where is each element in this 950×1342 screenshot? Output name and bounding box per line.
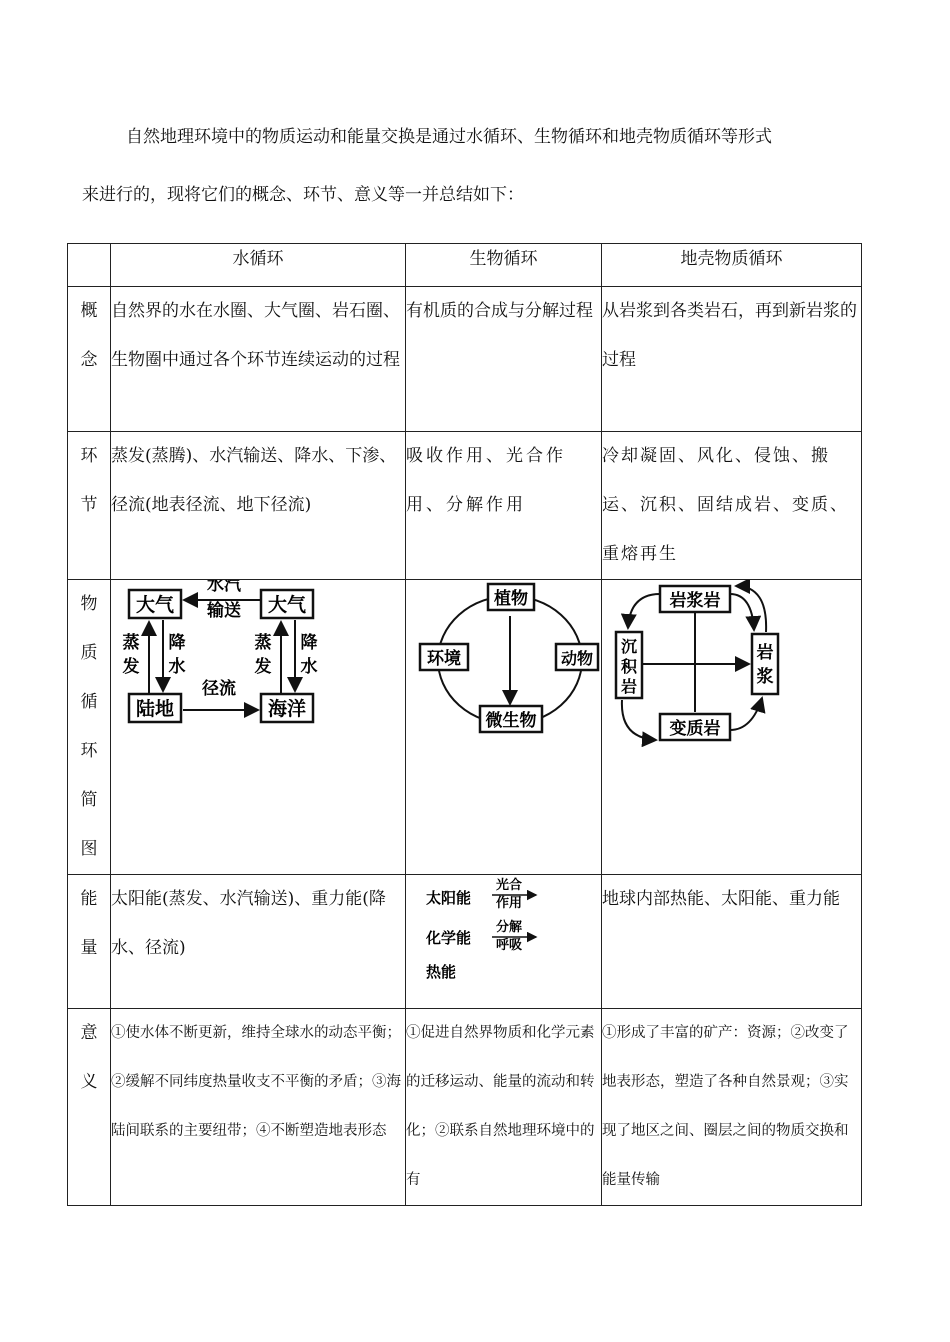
evap-right-1: 蒸 <box>254 633 272 653</box>
row-label-meaning: 意 义 <box>68 1009 111 1206</box>
energy-bio-svg <box>406 875 602 985</box>
rain-left-2: 水 <box>168 657 186 677</box>
energy-decomp-top: 分解 <box>496 920 523 935</box>
row-diagram <box>68 580 862 875</box>
meta-to-magma-arrow <box>730 698 762 730</box>
rain-right-2: 水 <box>300 657 318 677</box>
ocean-label: 海洋 <box>267 698 307 720</box>
atm-left-label: 大气 <box>135 594 175 616</box>
vapor-label-2: 输送 <box>207 601 241 621</box>
runoff-label: 径流 <box>202 679 236 699</box>
header-water-cycle: 水循环 <box>111 244 406 287</box>
meaning-bio: ①促进自然界物质和化学元素的迁移运动、能量的流动和转化；②联系自然地理环境中的有 <box>406 1009 602 1206</box>
energy-bio <box>406 875 602 1009</box>
evap-right-2: 发 <box>254 657 272 677</box>
energy-water: 太阳能(蒸发、水汽输送)、重力能(降水、径流) <box>111 875 406 1009</box>
evap-left-2: 发 <box>122 657 140 677</box>
row-label-energy: 能 量 <box>68 875 111 1009</box>
links-bio: 吸收作用、光合作用、分解作用 <box>406 432 602 580</box>
intro-paragraph <box>82 108 872 224</box>
evap-left-1: 蒸 <box>122 633 140 653</box>
row-concept <box>68 287 862 432</box>
summary-table <box>67 243 862 1206</box>
row-links <box>68 432 862 580</box>
env-label: 环境 <box>427 649 461 669</box>
intro-line-1: 自然地理环境中的物质运动和能量交换是通过水循环、生物循环和地壳物质循环等形式 <box>126 127 772 147</box>
sed-label-2: 积 <box>620 657 638 676</box>
sed-label-1: 沉 <box>620 637 638 656</box>
rain-left-1: 降 <box>168 633 186 653</box>
header-crust-cycle: 地壳物质循环 <box>602 244 862 287</box>
land-label: 陆地 <box>135 698 175 720</box>
row-energy <box>68 875 862 1009</box>
energy-solar: 太阳能 <box>426 889 472 907</box>
sed-label-3: 岩 <box>620 677 638 696</box>
energy-photo-bottom: 作用 <box>496 896 523 911</box>
bio-cycle-svg <box>406 580 602 750</box>
energy-decomp-bottom: 呼吸 <box>496 938 523 953</box>
links-water: 蒸发(蒸腾)、水汽输送、降水、下渗、径流(地表径流、地下径流) <box>111 432 406 580</box>
header-bio-cycle: 生物循环 <box>406 244 602 287</box>
row-label-links: 环 节 <box>68 432 111 580</box>
rain-right-1: 降 <box>300 633 318 653</box>
magmatic-rock-label: 岩浆岩 <box>669 591 721 611</box>
meaning-crust: ①形成了丰富的矿产：资源；②改变了地表形态，塑造了各种自然景观；③实现了地区之间、圈层之间的物质交换和能量传输 <box>602 1009 862 1206</box>
microbe-label: 微生物 <box>485 711 537 731</box>
row-label-diagram: 物 质 循 环 简 图 <box>68 580 111 875</box>
concept-bio: 有机质的合成与分解过程 <box>406 287 602 432</box>
bio-cycle-diagram <box>406 580 602 875</box>
header-empty <box>68 244 111 287</box>
magma-label-2: 浆 <box>756 667 774 687</box>
intro-line-2: 来进行的，现将它们的概念、环节、意义等一并总结如下： <box>82 185 524 205</box>
magmatic-to-sed-arrow <box>628 594 660 628</box>
row-label-concept: 概 念 <box>68 287 111 432</box>
concept-crust: 从岩浆到各类岩石，再到新岩浆的过程 <box>602 287 862 432</box>
water-cycle-svg <box>111 580 406 740</box>
crust-cycle-diagram <box>602 580 862 875</box>
energy-photo-top: 光合 <box>496 878 523 893</box>
links-crust: 冷却凝固、风化、侵蚀、搬运、沉积、固结成岩、变质、重熔再生 <box>602 432 862 580</box>
crust-cycle-svg <box>602 580 862 750</box>
energy-crust: 地球内部热能、太阳能、重力能 <box>602 875 862 1009</box>
meaning-water: ①使水体不断更新，维持全球水的动态平衡；②缓解不同纬度热量收支不平衡的矛盾；③海陆间联系的主要纽带；④不断塑造地表形态 <box>111 1009 406 1206</box>
animal-label: 动物 <box>560 649 594 668</box>
vapor-label-1: 水汽 <box>207 580 241 595</box>
metamorphic-rock-label: 变质岩 <box>669 719 721 739</box>
plant-label: 植物 <box>494 589 528 609</box>
magma-label-1: 岩 <box>756 643 774 663</box>
water-cycle-diagram <box>111 580 406 875</box>
atm-right-label: 大气 <box>267 594 307 616</box>
header-row <box>68 244 862 287</box>
concept-water: 自然界的水在水圈、大气圈、岩石圈、生物圈中通过各个环节连续运动的过程 <box>111 287 406 432</box>
magmatic-to-magma-arrow <box>730 594 754 630</box>
energy-heat: 热能 <box>426 963 457 981</box>
sed-to-meta-arrow <box>622 700 656 740</box>
row-meaning <box>68 1009 862 1206</box>
energy-chem: 化学能 <box>426 929 472 947</box>
